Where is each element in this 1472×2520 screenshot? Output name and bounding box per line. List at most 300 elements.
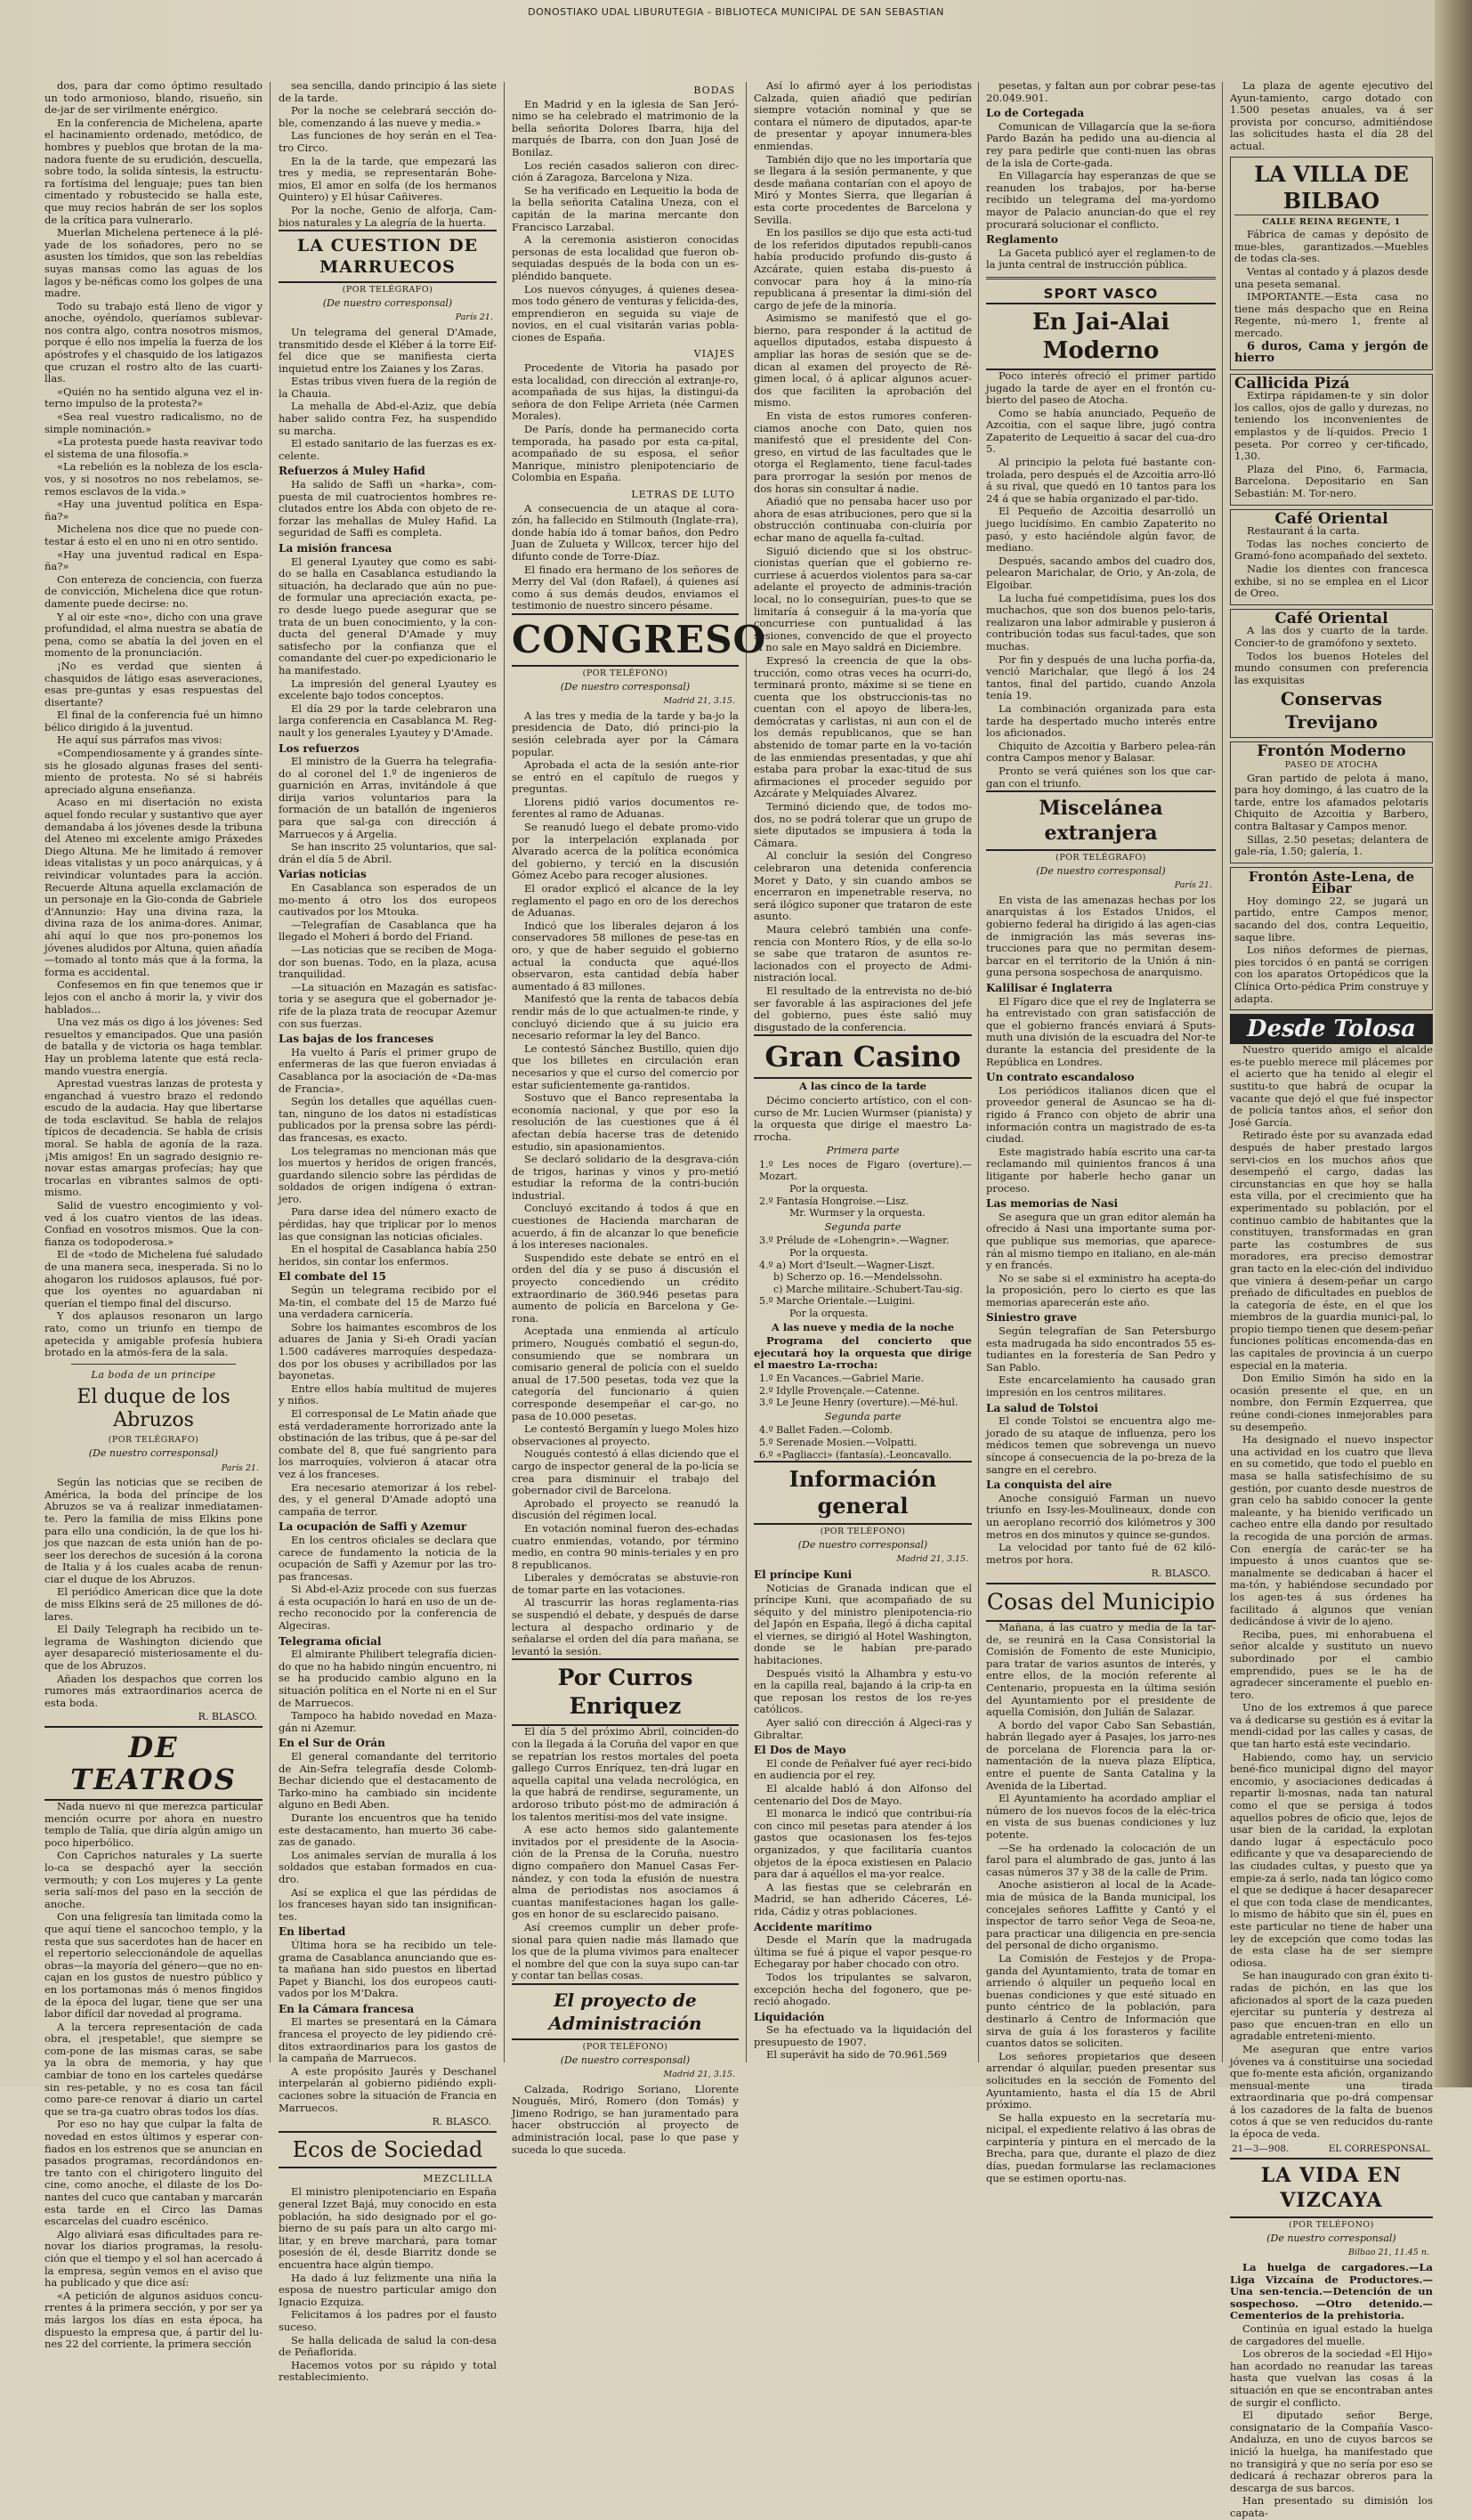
ad-address: PASEO DE ATOCHA bbox=[1284, 759, 1379, 770]
paragraph: —La situación en Mazagán es satisfac-toria y se asegura que el gobernador je-rife de la plaza trata de reocupar Azemur con sus fuerzas. bbox=[279, 980, 497, 1030]
section-headline-jai-alai: En Jai-Alai Moderno bbox=[986, 303, 1216, 370]
paragraph: El día 29 por la tarde celebraron una larga conferencia en Casablanca M. Reg-nault y los generales Lyautey y D'Amade. bbox=[279, 701, 497, 739]
subheading: Refuerzos á Muley Hafid bbox=[279, 465, 425, 478]
paragraph: Y al oir este «no», dicho con una grave profundidad, el alma nuestra se abatía de pena, como se abatía la del joven en el momento de la pronunciación. bbox=[44, 610, 263, 660]
ad-title: Conservas Trevijano bbox=[1280, 688, 1383, 733]
paragraph: Se declaró solidario de la desgrava-ción de trigos, harinas y vinos y pro-metió estudiar la reforma de la contri-bución industrial. bbox=[512, 1153, 739, 1202]
paragraph: Por la noche se celebrará sección do-ble, comenzando á las nueve y media.» bbox=[279, 104, 497, 129]
paragraph: A la tercera representación de cada obra, el ¡respetable!, que siempre se com-pone de las mismas caras, se sabe ya la obra de memoria, y hay que cambiar de tono en los carteles quedárse sin res-petable, y no es cosa tan fácil como pare-ce renovar á diario un cartel que se tra-ga cuatro obras todos los días. bbox=[44, 2020, 263, 2118]
byline: (POR TELÉGRAFO) bbox=[1055, 853, 1146, 863]
paragraph: «Hay una juventud radical en Espa-ña?» bbox=[44, 547, 263, 573]
advertisement-callicida bbox=[1230, 374, 1433, 506]
paragraph: Según un telegrama recibido por el Ma-tin, el combate del 15 de Marzo fué una verdadera carnicería. bbox=[279, 1284, 497, 1321]
paragraph: Poco interés ofreció el primer partido jugado la tarde de ayer en el frontón cu-bierto del paseo de Atocha. bbox=[986, 369, 1216, 407]
paragraph: Salid de vuestro encogimiento y vol-ved á los cuatro vientos de las ideas. Confiad en vosotros mismos. Que la con-fianza os todopoderosa.» bbox=[44, 1199, 263, 1248]
paragraph: El almirante Philibert telegrafía dicien-do que no ha habido ningún encuentro, ni se ha producido cambio alguno en la situación política en el Norte ni en el Sur de Marruecos. bbox=[279, 1648, 497, 1709]
program-item-note: Por la orquesta. bbox=[789, 1183, 869, 1195]
paragraph: Indicó que los liberales dejaron á los conservadores 58 millones de pese-tas en oro, y que de haber seguido el gobierno actual la conducta que aqué-llos observaron, esta cantidad debía haber aumentado á 83 millones. bbox=[512, 919, 739, 993]
paragraph: «Sea real vuestro radicalismo, no de simple nominación.» bbox=[44, 410, 263, 435]
paragraph: Algo aliviará esas dificultades para re-novar los diarios programas, la resolu-ción que el tiempo y el sol han acercado á la empresa, según vemos en el aviso que ha publicado y que dice así: bbox=[44, 2227, 263, 2289]
dateline: París 21. bbox=[455, 312, 493, 323]
dateline: Madrid 21, 3.15. bbox=[896, 1554, 968, 1565]
paragraph: En el hospital de Casablanca había 250 heridos, sin contar los enfermos. bbox=[279, 1243, 497, 1268]
paragraph: A las tres y media de la tarde y ba-jo la presidencia de Dato, dió princi-pio la sesión celebrada ayer por la Cámara popular. bbox=[512, 709, 739, 758]
paragraph: El Ayuntamiento ha acordado ampliar el número de los nuevos focos de la eléc-trica en vista de sus buenas condiciones y luz potente. bbox=[986, 1792, 1216, 1842]
byline-corresponsal: (De nuestro corresponsal) bbox=[560, 2054, 691, 2066]
paragraph: Aprobado el proyecto se reanudó la discusión del régimen local. bbox=[512, 1496, 739, 1522]
paragraph: Sostuvo que el Banco representaba la economía nacional, y que por eso la resolución de las cuestiones que á él afectan debía hacerse tras de detenido estudio, sin apasionamientos. bbox=[512, 1091, 739, 1153]
program-item-note: Por la orquesta. bbox=[789, 1308, 869, 1319]
signature: EL CORRESPONSAL. bbox=[1328, 2143, 1431, 2154]
paragraph: Después visitó la Alhambra y estu-vo en la capilla real, bajando á la crip-ta en que reposan los restos de los re-yes católicos. bbox=[754, 1666, 972, 1716]
paragraph: Suspendido este debate se entró en el orden del día y se puso á discusión el proyecto concediendo un crédito extraordinario de 360.946 pesetas para aumento de policía en Barcelona y Ge-rona. bbox=[512, 1251, 739, 1325]
subsection-label: VIAJES bbox=[693, 348, 735, 361]
paragraph: Terminó diciendo que, de todos mo-dos, no se podrá tolerar que un grupo de siete diputados se impusiera á toda la Cámara. bbox=[754, 800, 972, 849]
paragraph: Con una feligresía tan limitada como la que aquí tiene el sancochoo templo, y la resta que sus sacerdotes han de hacer en el repertorio seleccionándole de aquellas obras—la mayoría del género—que no en-cajan en los gustos de nuestro público y en los portamonas más ó menos fingidos de la época del lugar, tiene que ser una labor difícil dar novedad al programa. bbox=[44, 1910, 263, 2021]
byline-corresponsal: (De nuestro corresponsal) bbox=[797, 1538, 928, 1551]
section-headline-vizcaya: LA VIDA EN VIZCAYA bbox=[1230, 2158, 1433, 2218]
paragraph: En Casablanca son esperados de un mo-mento á otro los dos europeos cautivados por los Mtouka. bbox=[279, 881, 497, 919]
paragraph: En la conferencia de Michelena, aparte el hacinamiento ordenado, metódico, de hombres y pueblos que brotan de la ma-nadora fuente de su erudición, descuella, sobre todo, la solida síntesis, la estructu-ra fortísima del lenguaje; pues tan bien cimentado y robustecido se halla este, que muy recios habrán de ser los soplos de la crítica para vulnerarlo. bbox=[44, 116, 263, 226]
paragraph: Si Abd-el-Aziz procede con sus fuerzas á esta ocupación lo hará en uso de un de-recho reconocido por la conferencia de Algeciras. bbox=[279, 1583, 497, 1633]
paragraph: El estado sanitario de las fuerzas es ex-celente. bbox=[279, 437, 497, 462]
paragraph: Por fin y después de una lucha porfia-da, venció Marichalar, que llegó á los 24 tantos, final del partido, cuando Anzola tenía 19. bbox=[986, 652, 1216, 702]
paragraph: En Madrid y en la iglesia de San Jeró-nimo se ha celebrado el matrimonio de la bella señorita Dolores Ibarra, hija del marqués de Ibarra, con don Juan José de Bonilaz. bbox=[512, 97, 739, 158]
paragraph: «Quién no ha sentido alguna vez el in-terno impulso de la protesta?» bbox=[44, 385, 263, 410]
subheading: En libertad bbox=[279, 1925, 346, 1939]
paragraph: «La protesta puede hasta reavivar todo el sistema de una filosofía.» bbox=[44, 435, 263, 460]
paragraph: El ministro de la Guerra ha telegrafia-do al coronel del 1.º de ingenieros de guarnición en Arras, invitándole á que dirija varios voluntarios para la formación de un batallón de ingenieros para que sal-ga con dirección á Marruecos y á Argelia. bbox=[279, 755, 497, 840]
column-5 bbox=[986, 79, 1216, 2184]
paragraph: Ha vuelto á París el primer grupo de enfermeras de las que fueron enviadas á Casablanca por la asociación de «Da-mas de Francia». bbox=[279, 1045, 497, 1095]
section-headline-informacion: Información general bbox=[754, 1461, 972, 1525]
program-item: 1.º Les noces de Figaro (overture).—Mozart. bbox=[759, 1158, 972, 1183]
paragraph: Añadió que no pensaba hacer uso por ahora de esas atribuciones, pero que si la obstrucción continuaba con-cluiría por echar mano de aquella fa-cultad. bbox=[754, 495, 972, 544]
ad-address: CALLE REINA REGENTE, 1 bbox=[1262, 216, 1401, 227]
paragraph: sea sencilla, dando principio á las siete de la tarde. bbox=[279, 79, 497, 104]
paragraph: Noticias de Granada indican que el príncipe Kuni, que acompañado de su séquito y del ministro plenipotencia-rio del Japón en España, llegó á dicha capital el viernes, se dirigió al Hotel Washington, donde se le habían pre-parado habitaciones. bbox=[754, 1581, 972, 1667]
paragraph: El final de la conferencia fué un himno bélico dirigido á la juventud. bbox=[44, 709, 263, 733]
paragraph: Se han inaugurado con gran éxito ti-radas de pichón, en las que los aficionados al sport de la caza pueden ejercitar su puntería y destreza al paso que encuen-tran en ello un agradable entreteni-miento. bbox=[1230, 1969, 1433, 2043]
paragraph: Una vez más os digo á los jóvenes: Sed resueltos y emancipados. Que una pasión de batalla y de victoria os haga temblar. Hay un problema latente que está recla-mando vuestra energía. bbox=[44, 1016, 263, 1077]
subheading: En la Cámara francesa bbox=[279, 2002, 415, 2015]
program-item: 1.º En Vacances.—Gabriel Marie. bbox=[759, 1372, 925, 1384]
subheading: Varias noticias bbox=[279, 868, 367, 881]
program-item: c) Marche militaire.-Schubert-Tau-sig. bbox=[773, 1283, 963, 1295]
subsection-label: LETRAS DE LUTO bbox=[631, 489, 735, 500]
paragraph: La Comisión de Festejos y de Propa-ganda del Ayuntamiento, trata de tomar en arriendo ó alquiler un pequeño local en buenas condiciones y que esté situado en punto céntrico de la población, para destinarlo á Centro de Información que sirva de guía á los forasteros y facilite cuantos datos se soliciten. bbox=[986, 1951, 1216, 2050]
paragraph: «Compendiosamente y á grandes sínte-sis he glosado algunas frases del senti-miento de protesta. No sé si habréis apreciado alguna enseñanza. bbox=[44, 747, 263, 796]
paragraph: Le contestó Sánchez Bustillo, quien dijo que los billetes en circulación eran necesarios y que el curso del comercio por estar suficientemente ga-rantidos. bbox=[512, 1041, 739, 1091]
paragraph: El de «todo de Michelena fué saludado de una manera seca, inesperada. Si no lo ahogaron los ruidosos aplausos, fué por-que los oyentes no aguardaban ni querían el tiempo final del discurso. bbox=[44, 1248, 263, 1309]
paragraph: Al concluir la sesión del Congreso celebraron una detenida conferencia Moret y Dato, y sin cuando ambos se encerraron en impenetrable reserva, no será ilógico suponer que trataron de este asunto. bbox=[754, 849, 972, 923]
dateline: Madrid 21, 3.15. bbox=[663, 2070, 735, 2080]
paragraph: La impresión del general Lyautey es excelente bajo todos conceptos. bbox=[279, 677, 497, 702]
signature-row bbox=[1232, 2143, 1431, 2156]
signature: R. BLASCO. bbox=[432, 2116, 491, 2128]
paragraph: Tampoco ha habido novedad en Maza-gán ni Azemur. bbox=[279, 1709, 497, 1734]
paragraph: Sillas, 2.50 pesetas; delantera de gale-ría, 1.50; galería, 1. bbox=[1234, 832, 1428, 858]
paragraph: Según telegrafían de San Petersburgo esta madrugada ha sido encontrados 55 es-tudiantes en la forestería de San Pedro y San Pablo. bbox=[986, 1325, 1216, 1373]
paragraph: 6 duros, Cama y jergón de hierro bbox=[1234, 339, 1428, 366]
paragraph: En los pasillos se dijo que esta acti-tud de los referidos diputados republi-canos había producido profundo dis-gusto á Azcárate, quien estaba dis-puesto á convocar para hoy á la mino-ría republicana á presentar la dimi-sión del cargo de jefe de la minoría. bbox=[754, 226, 972, 312]
paragraph: Nougués contestó á ellas diciendo que el cargo de inspector general de la po-licía se crea para disminuir el trabajo del gobernador civil de Barcelona. bbox=[512, 1447, 739, 1497]
subheading: El príncipe Kuni bbox=[754, 1568, 853, 1581]
paragraph: En Villagarcía hay esperanzas de que se reanuden los trabajos, por ha-berse recibido un telegrama del ma-yordomo mayor de Palacio anuncian-do que el rey procurará solucionar el conflicto. bbox=[986, 169, 1216, 231]
paragraph: Este encarcelamiento ha causado gran impresión en los centros militares. bbox=[986, 1373, 1216, 1399]
column-3 bbox=[512, 80, 767, 2156]
paragraph: El finado era hermano de los señores de Merry del Val (don Rafael), á quienes así como á sus demás deudos, enviamos el testimonio de nuestro sincero pésame. bbox=[512, 563, 739, 612]
paragraph: Así lo afirmó ayer á los periodistas Calzada, quien añadió que pedirían siempre votación nominal y que se contara el número de diputados, apar-te de presentar y apoyar innumera-bles enmiendas. bbox=[754, 79, 972, 152]
program-item-note: Mr. Wurmser y la orquesta. bbox=[789, 1207, 926, 1219]
paragraph: Sobre los haimantes escombros de los aduares de Jania y Si-eh Oradi yacían 1.500 cadáveres marroquíes despedaza-dos por los obuses y acribillados por las bayonetas. bbox=[279, 1320, 497, 1382]
paragraph: Continúa en igual estado la huelga de cargadores del muelle. bbox=[1230, 2322, 1433, 2347]
paragraph: Todos los tripulantes se salvaron, excepción hecha del fogonero, que pe-reció ahogado. bbox=[754, 1970, 972, 2008]
paragraph: Los periódicos italianos dicen que el proveedor general de Asuncao se ha di-rigido á Franco con objeto de abrir una información contra un magistrado de es-ta ciudad. bbox=[986, 1083, 1216, 1146]
program-item-note: Por la orquesta. bbox=[789, 1247, 869, 1260]
paragraph: «La rebelión es la nobleza de los escla-vos, y si nosotros no nos rebelamos, se-remos esclavos de la vida.» bbox=[44, 460, 263, 498]
paragraph: Las funciones de hoy serán en el Tea-tro Circo. bbox=[279, 129, 497, 154]
paragraph: Añaden los despachos que corren los rumores más extraordinarios acerca de esta boda. bbox=[44, 1672, 263, 1709]
column-2 bbox=[279, 79, 497, 2384]
paragraph: Han presentado su dimisión los capata- bbox=[1230, 2494, 1433, 2519]
column-1 bbox=[44, 79, 263, 2351]
paragraph: Aprobada el acta de la sesión ante-rior se entró en el capítulo de ruegos y preguntas. bbox=[512, 758, 739, 796]
subheading: En el Sur de Orán bbox=[279, 1737, 385, 1750]
program-part-label: Segunda parte bbox=[824, 1219, 902, 1233]
paragraph: Por eso no hay que culpar la falta de novedad en estos últimos y esperar con-fiados en los estrenos que se anuncian en pasados programas, recordándonos en-tre tanto con el chirigotero linguito del cine, como anoche, el dilaste de los Do-nantes del cuco que cantaban y marcarán esta tarde en el Circo las Damas escarcelas del cuadro escénico. bbox=[44, 2118, 263, 2228]
paragraph: Última hora se ha recibido un tele-grama de Casablanca anunciando que es-ta mañana han sido puestos en libertad Papet y Bianchi, los dos europeos cauti-vados por los M'Dakra. bbox=[279, 1938, 497, 2000]
paragraph: El general comandante del territorio de Ain-Sefra telegrafía desde Colomb-Bechar diciendo que el destacamento de Tarko-mino ha cambiado sin incidente alguno en Bedi Aben. bbox=[279, 1750, 497, 1811]
paragraph: Aceptada una enmienda al artículo primero, Nougués combatió el segun-do, consumiendo que se nombrara un comisario general de policía con el sueldo anual de 17.500 pesetas, toda vez que la categoría del funcionario á quien corresponde desempeñar el car-go, no pasa de 10.000 pesetas. bbox=[512, 1325, 739, 1422]
paragraph: El martes se presentará en la Cámara francesa el proyecto de ley pidiendo cré-ditos extraordinarios para los gastos de la campaña de Marruecos. bbox=[279, 2015, 497, 2065]
paragraph: Se han inscrito 25 voluntarios, que sal-drán el día 5 de Abril. bbox=[279, 840, 497, 865]
paragraph: Ayer salió con dirección á Algeci-ras y Gibraltar. bbox=[754, 1716, 972, 1741]
paragraph: Concluyó excitando á todos á que en cuestiones de Hacienda marcharan de acuerdo, á fin de alcanzar lo que beneficie á los intereses nacionales. bbox=[512, 1202, 739, 1252]
paragraph: El Pequeño de Azcoitia desarrolló un juego lucidísimo. En cambio Zapaterito no pasó, y esto haciéndole algún favor, de mediano. bbox=[986, 505, 1216, 555]
paragraph: Desde el Marín que la madrugada última se fué á pique el vapor pesque-ro Echegaray por haber chocado con otro. bbox=[754, 1933, 972, 1971]
paragraph: Felicitamos á los padres por el fausto suceso. bbox=[279, 2308, 497, 2333]
paragraph: Los obreros de la sociedad «El Hijo» han acordado no reanudar las tareas hasta que vuelvan las cosas á la situación en que se encontraban antes de surgir el conflicto. bbox=[1230, 2347, 1433, 2409]
paragraph: Al principio la pelota fué bastante con-trolada, pero después el de Azcoitia arro-lló á su rival, que quedó en 10 tantos para los 24 á que se había organizado el par-tido. bbox=[986, 456, 1216, 505]
paragraph: Fábrica de camas y depósito de mue-bles, garantizados.—Muebles de todas cla-ses. bbox=[1234, 228, 1428, 265]
paragraph: Anoche asistieron al local de la Acade-mia de música de la Banda municipal, los concejales señores Laffitte y Cantó y el inspector de tarro señor Vega de Seoa-ne, para practicar una diligencia en pre-sencia del personal de dicho organismo. bbox=[986, 1878, 1216, 1952]
paragraph: También dijo que no les importaría que se llegara á la sesión permanente, y que desde mañana contarían con el apoyo de Miró y Montes Sierra, que llegarían á esta corte procedentes de Barcelona y Sevilla. bbox=[754, 152, 972, 226]
subheading: El Dos de Mayo bbox=[754, 1744, 846, 1757]
column-6 bbox=[1230, 79, 1433, 2519]
paragraph: Los niños deformes de piernas, pies torcidos ó en pantá se corrigen con los aparatos Ortopédicos que la Clínica Orto-pédica Prim construye y adapta. bbox=[1234, 944, 1428, 1005]
divider bbox=[986, 277, 1216, 280]
paragraph: El superávit ha sido de 70.961.569 bbox=[766, 2048, 948, 2062]
paragraph: Acaso en mi disertación no exista aquel fondo recular y sustantivo que ayer demandaba á los jóvenes desde la tribuna del Ateneo mi excelente amigo Práxedes Diego Altuna. Me he limitado á remover ideas vitalistas y un poco anárquicas, y á reivindicar voluntades para la acción. Recuerde Altuna aquella exclamación de un personaje en la Gio-conda de Gabriele d'Annunzio: Hay una divina raza, la divina raza de los anima-dores. Animar, ahí aquí lo que nos pro-ponemos los jóvenes aludidos por Altuna, quien añadía—tomado al tonto más que á la forma, la forma es accidental. bbox=[44, 796, 263, 978]
paragraph: Según las noticias que se reciben de América, la boda del príncipe de los Abruzos se va á realizar inmediatamen-te. Pero la familia de miss Elkins pone para ello una condición, la de que los hi-jos que nazcan de esta unión han de po-seer los derechos de sucesión á la corona de Italia y á los cuales acaba de renun-ciar el duque de los Abruzos. bbox=[44, 1476, 263, 1585]
subheading: La conquista del aire bbox=[986, 1479, 1112, 1492]
paragraph: La Gaceta publicó ayer el reglamen-to de la junta central de instrucción pública. bbox=[986, 246, 1216, 271]
subheading: El combate del 15 bbox=[279, 1270, 386, 1284]
paragraph: Los telegramas no mencionan más que los muertos y heridos de origen francés, guardando silencio sobre las pérdidas de soldados de origen indígena ó extran-jero. bbox=[279, 1144, 497, 1205]
paragraph: El general Lyautey que como es sabi-do se halla en Casablanca estudiando la situación, ha declarado que aún no pue-de formular una apreciación exacta, pe-ro desde luego puede asegurar que se trata de un buen conocimiento, y la con-ducta del general D'Amade y muy satisfecho por la confianza que el comandante del cuer-po expedicionario le ha manifestado. bbox=[279, 555, 497, 677]
paragraph: Así creemos cumplir un deber profe-sional para quien nadie más llamado que los que de la pluma vivimos para enaltecer el nombre del que con la suya supo can-tar y contar tan bellas cosas. bbox=[512, 1920, 739, 1982]
paragraph: En vista de estos rumores conferen-ciamos anoche con Dato, quien nos manifestó que el presidente del Con-greso, en virtud de las facultades que le otorga el Reglamento, tiene facul-tades para prorrogar la sesión por menos de dos horas sin consultar á nadie. bbox=[754, 409, 972, 495]
paragraph: Reciba, pues, mi enhorabuena el señor alcalde y sustituto un nuevo subordinado por el cambio emprendido, pues se le ha de agradecer sinceramente el pueblo en-tero. bbox=[1230, 1627, 1433, 1701]
paragraph: Liberales y demócratas se abstuvie-ron de tomar parte en las votaciones. bbox=[512, 1571, 739, 1596]
paragraph: Décimo concierto artístico, con el con-curso de Mr. Lucien Wurmser (pianista) y la orquesta que dirige el maestro La-rrocha. bbox=[754, 1093, 972, 1143]
paragraph: Los señores propietarios que deseen arrendar ó alquilar, pueden presentar sus solicitudes en la sección de Fomento del Ayuntamiento, hasta el día 15 de Abril próximo. bbox=[986, 2049, 1216, 2111]
paragraph: Hoy domingo 22, se jugará un partido, entre Campos menor, sacando del dos, contra Lequeitio, saque libre. bbox=[1234, 894, 1428, 944]
paragraph: A la ceremonia asistieron conocidas personas de esta localidad que fueron ob-sequiadas después de la boda con un es-pléndido banquete. bbox=[512, 233, 739, 282]
paragraph: Uno de los extremos á que parece va á dedicarse su gestión es á evitar la mendi-cidad por las calles y casas, de que tan harto está este vecindario. bbox=[1230, 1701, 1433, 1751]
column-rule bbox=[1222, 82, 1223, 2062]
section-headline-municipio: Cosas del Municipio bbox=[986, 1583, 1216, 1622]
signature: R. BLASCO. bbox=[1151, 1568, 1210, 1580]
section-headline-miscelanea: Miscelánea extranjera bbox=[986, 790, 1216, 851]
paragraph: A las fiestas que se celebrarán en Madrid, se han adherido Cáceres, Lé-rida, Cádiz y otras poblaciones. bbox=[754, 1880, 972, 1917]
paragraph: Se ha efectuado va la liquidación del presupuesto de 1907. bbox=[754, 2023, 972, 2048]
paragraph: Nada nuevo ni que merezca particular mención ocurre por ahora en nuestro templo de Talía, que diría algún amigo un poco hiperbólico. bbox=[44, 1800, 263, 1849]
paragraph: El Fígaro dice que el rey de Inglaterra se ha entrevistado con gran satisfacción de que el gobierno francés enviará á Sputs-muth una división de la escuadra del Nor-te durante la estancia del presidente de la República en Londres. bbox=[986, 994, 1216, 1068]
paragraph: Ventas al contado y á plazos desde una peseta semanal. bbox=[1234, 264, 1428, 290]
column-4 bbox=[754, 80, 972, 2074]
paragraph: Don Emilio Simón ha sido en la ocasión presente el que, en un nombre, don Fermín Ezquerrea, que reúne condi-ciones inmejorables para su desempeño. bbox=[1230, 1372, 1433, 1433]
paragraph: Llorens pidió varios documentos re-ferentes al ramo de Aduanas. bbox=[512, 795, 739, 821]
advertisement-cafe-oriental bbox=[1230, 509, 1433, 605]
section-headline-ecos: Ecos de Sociedad bbox=[279, 2131, 497, 2168]
paragraph: Chiquito de Azcoitia y Barbero pelea-rán contra Campos menor y Balasar. bbox=[986, 739, 1216, 765]
paragraph: Manifestó que la renta de tabacos debía rendir más de lo que actualmen-te rinde, y concluyó diciendo que á su juicio era necesario reformar la ley del Banco. bbox=[512, 993, 739, 1042]
paragraph: El monarca le indicó que contribui-ría con cinco mil pesetas para atender á los gastos que ocasionasen los fes-tejos organizados, y que facilitaría cuantos objetos de la época existiesen en Palacio para dar á aquéllos el ma-yor realce. bbox=[754, 1807, 972, 1881]
column-rule bbox=[978, 82, 979, 2062]
paragraph: El resultado de la entrevista no de-bió ser favorable á las aspiraciones del jefe del gobierno, pues éste salió muy disgustado de la conferencia. bbox=[754, 984, 972, 1033]
ad-title: LA VILLA DE BILBAO bbox=[1234, 161, 1428, 215]
subheading: Accidente marítimo bbox=[754, 1920, 872, 1933]
paragraph: El conde de Peñalver fué ayer reci-bido en audiencia por el rey. bbox=[754, 1756, 972, 1782]
subheading: Las memorias de Nasi bbox=[986, 1197, 1119, 1211]
library-header: DONOSTIAKO UDAL LIBURUTEGIA - BIBLIOTECA MUNICIPAL DE SAN SEBASTIAN bbox=[528, 6, 944, 18]
paragraph: El Daily Telegraph ha recibido un te-legrama de Washington diciendo que ayer desapareció misteriosamente el du-que de los Abruzos. bbox=[44, 1623, 263, 1673]
byline: (POR TELÉFONO) bbox=[820, 1527, 906, 1537]
byline-corresponsal: (De nuestro corresponsal) bbox=[560, 680, 691, 693]
paragraph: A este propósito Jaurés y Deschanel interpelarán al gobierno pidiéndo expli-caciones sobre la situación de Francia en Marruecos. bbox=[279, 2064, 497, 2114]
paragraph: «A petición de algunos asiduos concu-rrentes á la primera sección, y por ser ya más largos los días en esta época, ha dispuesto la empresa que, á partir del lu-nes 22 del corriente, la primera sección bbox=[44, 2289, 263, 2351]
paragraph: Ha dado á luz felizmente una niña la esposa de nuestro particular amigo don Ignacio Ezquiza. bbox=[279, 2271, 497, 2308]
paragraph: Ha salido de Saffi un «harka», com-puesta de mil cuatrocientos hombres re-clutados entre los Abda con objeto de re-forzar las mehallas de Muley Hafid. La seguridad de Saffi es completa. bbox=[279, 478, 497, 539]
paragraph: Confesemos en fin que tenemos que ir lejos con el ancho á morir la, y vivir dos hablados... bbox=[44, 978, 263, 1016]
subheading: Un contrato escandaloso bbox=[986, 1071, 1135, 1084]
divider bbox=[71, 1364, 236, 1365]
subheading: A las cinco de la tarde bbox=[799, 1080, 926, 1093]
program-part-label: Primera parte bbox=[826, 1144, 900, 1157]
program-item: 4.º a) Mort d'Iseult.—Wagner-Liszt. bbox=[759, 1259, 935, 1271]
paragraph: ¡No es verdad que sienten á chasquidos de látigo esas aseveraciones, esas pre-guntas y esas respuestas del disertante? bbox=[44, 659, 263, 709]
paragraph: Se halla expuesto en la secretaría mu-nicipal, el expediente relativo á las obras de carpintería y pintura en el mercado de la Brecha, para que, durante el plazo de diez días, puedan formularse las reclamaciones que se estimen oportu-nas. bbox=[986, 2111, 1216, 2184]
summary: La huelga de cargadores.—La Liga Vizcaína de Productores.—Una sen-tencia.—Detención de un sospechoso. —Otro detenido.—Cementerios de la prehistoria. bbox=[1230, 2261, 1433, 2322]
paragraph: Extirpa rápidamen-te y sin dolor los callos, ojos de gallo y durezas, no teniendo los inconvenientes de emplastos y de lí-quidos. Precio 1 peseta. Por correo y cer-tificado, 1,30. bbox=[1234, 389, 1428, 463]
advertisement-cafe-oriental-2 bbox=[1230, 609, 1433, 739]
paragraph: Le contestó Bergamín y luego Moles hizo observaciones al proyecto. bbox=[512, 1422, 739, 1447]
paragraph: pesetas, y faltan aun por cobrar pese-tas 20.049.901. bbox=[986, 79, 1216, 104]
paragraph: En los centros oficiales se declara que carece de fundamento la noticia de la ocupación de Saffi y Azemur por las tro-pas francesas. bbox=[279, 1533, 497, 1583]
paragraph: Asimismo se manifestó que el go-bierno, para responder á la actitud de aquellos diputados, estaba dispuesto á ampliar las horas de sesión que se de-dican al examen del proyecto de Ré-gimen local, ó á aplicar algunos acuer-dos que faciliten la aprobación del mismo. bbox=[754, 312, 972, 409]
paragraph: El conde Tolstoi se encuentra algo me-jorado de su ataque de influenza, pero los médicos temen que sobrevenga un nuevo síncope á consecuencia de la po-breza de la sangre en el cerebro. bbox=[986, 1414, 1216, 1476]
paragraph: Comunican de Villagarcía que la se-ñora Pardo Bazán ha pedido una au-diencia al rey para pedirle que conti-nuen las obras de la isla de Corte-gada. bbox=[986, 119, 1216, 169]
subheading: Lo de Cortegada bbox=[986, 107, 1085, 120]
subheading: Telegrama oficial bbox=[279, 1634, 382, 1648]
section-headline-congreso: CONGRESO bbox=[512, 613, 739, 667]
program-item: b) Scherzo op. 16.—Mendelssohn. bbox=[773, 1271, 942, 1284]
paragraph: La lucha fué competidísima, pues los dos muchachos, que son dos buenos pelo-taris, realizaron una labor admirable y pusieron á contribución todas sus facul-tades, que son muchas. bbox=[986, 591, 1216, 652]
paragraph: Los nuevos cónyuges, á quienes desea-mos todo género de venturas y felicida-des, emprendieron en seguida su viaje de novios, en el cual visitarán varias pobla-ciones de España. bbox=[512, 282, 739, 344]
paragraph: Al trascurrir las horas reglamenta-rias se suspendió el debate, y después de darse lectura al despacho ordinario y de señalarse el orden del día para mañana, se levantó la sesión. bbox=[512, 1596, 739, 1657]
paragraph: Gran partido de pelota á mano, para hoy domingo, á las cuatro de la tarde, entre los afamados pelotaris Chiquito de Azcoitia y Barbero, contra Baltasar y Campos menor. bbox=[1234, 771, 1428, 832]
paragraph: Pronto se verá quiénes son los que car-gan con el triunfo. bbox=[986, 764, 1216, 790]
paragraph: «Hay una juventud política en Espa-ña?» bbox=[44, 498, 263, 523]
paragraph: El día 5 del próximo Abril, coinciden-do con la llegada á la Coruña del vapor en que se repatrían los restos mortales del poeta gallego Curros Enríquez, ten-drá lugar en aquella capital una velada necrológica, en la que habrá de rendirse, seguramente, un ardoroso tributo póst-mo de admiración á los talentos meritísi-mos del vate insigne. bbox=[512, 1725, 739, 1823]
advertisement-bilbao bbox=[1230, 157, 1433, 370]
dateline: Bilbao 21, 11.45 n. bbox=[1347, 2248, 1429, 2258]
paragraph: Retirado éste por su avanzada edad después de haber prestado largos servi-cios en los muchos años que desempeñó el cargo, dadas las circunstancias en que hoy se halla esta villa, por el crecimiento que ha experimentado su población, por el continuo cambio de habitantes que la constituyen, transformadas en gran parte las costumbres de sus moradores, era preciso demostrar gran tacto en la elec-ción del individuo que viniera á desem-peñar un cargo preñado de dificultades en pueblos de la categoría de éste, en el que los miembros de la guardia munici-pal, lo propio tiempo tienen que desem-peñar funciones políticas encomenda-das en las capitales de provincia á un cuerpo especial en la materia. bbox=[1230, 1129, 1433, 1372]
paragraph: —Se ha ordenado la colocación de un farol para el alumbrado de gas, junto á las casas números 37 y 38 de la calle de Prim. bbox=[986, 1841, 1216, 1878]
byline-corresponsal: (De nuestro corresponsal) bbox=[1266, 2232, 1396, 2244]
paragraph: Restaurant á la carta. bbox=[1247, 524, 1360, 538]
section-headline-teatros: DE TEATROS bbox=[44, 1726, 263, 1801]
paragraph: Todos los buenos Hoteles del mundo consumen con preferencia las exquisitas bbox=[1234, 649, 1428, 686]
paragraph: El periódico American dice que la dote de miss Elkins será de 25 millones de dó-lares. bbox=[44, 1585, 263, 1623]
paragraph: Todo su trabajo está lleno de vigor y anoche, oyéndolo, queríamos sublevar-nos contra algo, contra nosotros mismos, porque é ello nos impelía la fuerza de los apóstrofes y el chasquido de los latigazos que cruzan el rostro alto de las cuarti-llas. bbox=[44, 299, 263, 385]
ad-title: Café Oriental bbox=[1274, 509, 1388, 528]
byline: (POR TELÉFONO) bbox=[582, 2041, 668, 2052]
subsection-label: BODAS bbox=[693, 85, 735, 96]
ad-title: Callicida Pizá bbox=[1234, 374, 1350, 393]
advertisement-fronton-eibar bbox=[1230, 867, 1433, 1011]
paragraph: Estas tribus viven fuera de la región de la Chauia. bbox=[279, 375, 497, 400]
dateline: París 21. bbox=[221, 1463, 259, 1473]
paragraph: Siguió diciendo que si los obstruc-cionistas querían que el gobierno re-curriese á acuerdos violentos para sa-car adelante el proyecto de adminis-tración local, no lo conseguirían, pues-to que se limitaría á conseguir á la ma-yoría que concurriese con puntualidad á las sesiones, convencido de que el proyecto sí no sale en Mayo saldrá en Diciembre. bbox=[754, 544, 972, 654]
paragraph: Se asegura que un gran editor alemán ha ofrecido á Nasi una importante suma por-que publique sus memorias, que aparece-rán al mismo tiempo en italiano, en ale-mán y en francés. bbox=[986, 1210, 1216, 1272]
paragraph: El corresponsal de Le Matin añade que está verdaderamente horrorizado ante la obstinación de las tribus, que á pe-sar del combate del 8, que fué sangriento para los marroquíes, volvieron á atacar otra vez á los franceses. bbox=[279, 1406, 497, 1480]
paragraph: Procedente de Vitoria ha pasado por esta localidad, con dirección al extranje-ro, acompañada de sus hijas, la distingui-da señora de don Felipe Arrieta (née Carmen Morales). bbox=[512, 361, 739, 423]
subheading: Los refuerzos bbox=[279, 741, 360, 755]
signature: R. BLASCO. bbox=[198, 1711, 257, 1723]
paragraph: A ese acto hemos sido galantemente invitados por el presidente de la Asocia-ción de la Prensa de la Coruña, nuestro digno compañero don Manuel Casas Fer-nández, y con toda la efusión de nuestra alma de periodistas nos asociamos á cuantas manifestaciones hagan los galle-gos en honor de su esclarecido paisano. bbox=[512, 1823, 739, 1921]
subheading: Reglamento bbox=[986, 233, 1058, 247]
paragraph: Calzada, Rodrigo Soriano, Llorente Nougués, Miró, Romero (don Tomás) y Jimeno Rodrigo, se han juramentado para hacer obstrucción al proyecto de administración local, pase lo que pase y suceda lo que suceda. bbox=[512, 2082, 739, 2156]
subheading: Liquidación bbox=[754, 2010, 825, 2023]
paragraph: La mehalla de Abd-el-Aziz, que debía haber salido contra Fez, ha suspendido su marcha. bbox=[279, 400, 497, 437]
paragraph: En votación nominal fueron des-echadas cuatro enmiendas, votando, por término medio, en contra 90 minis-teriales y en pro 8 republicanos. bbox=[512, 1521, 739, 1571]
paragraph: Durante los encuentros que ha tenido este destacamento, han muerto 36 cabe-zas de ganado. bbox=[279, 1811, 497, 1849]
paragraph: No se sabe si el exministro ha acepta-do la proposición, pero lo cierto es que las memorias aparecerán este año. bbox=[986, 1271, 1216, 1309]
dateline: 21—3—908. bbox=[1232, 2143, 1290, 2154]
column-rule bbox=[270, 82, 271, 2062]
paragraph: El orador explicó el alcance de la ley reglamento el pago en oro de los derechos de Aduanas. bbox=[512, 882, 739, 920]
program-item: 3.º Le Jeune Henry (overture).—Mé-hul. bbox=[759, 1397, 958, 1409]
paragraph: En la de la tarde, que empezará las tres y media, se representarán Bohe-mios, El amor en solfa (de los hermanos Quintero) y El húsar Cañiveres. bbox=[279, 154, 497, 204]
paragraph: dos, para dar como óptimo resultado un todo armonioso, blando, risueño, sin de-jar de ser virilmente enérgico. bbox=[44, 79, 263, 117]
section-headline-curros: Por Curros Enriquez bbox=[512, 1658, 739, 1726]
program-item: 5.º Serenade Mosien.—Volpatti. bbox=[759, 1436, 918, 1448]
byline-corresponsal: (De nuestro corresponsal) bbox=[88, 1446, 219, 1459]
paragraph: Según los detalles que aquéllas cuen-tan, ninguno de los datos ni estadísticas publicados por la prensa sobre las pérdi-das francesas, es exacto. bbox=[279, 1095, 497, 1144]
paragraph: Anoche consiguió Farman un nuevo triunfo en Issy-les-Moulineaux, donde con un aeroplano recorrió dos kilómetros y 300 metros en dos minutos y quince se-gundos. bbox=[986, 1491, 1216, 1541]
paragraph: Este magistrado había escrito una car-ta reclamando mil quinientos francos á una litigante por haberle hecho ganar un proceso. bbox=[986, 1145, 1216, 1195]
paragraph: Entre ellos había multitud de mujeres y niños. bbox=[279, 1382, 497, 1407]
paragraph: El diputado señor Berge, consignatario de la Compañía Vasco-Andaluza, en uno de cuyos barcos se inició la huelga, ha manifestado que no transigirá y que no sería por eso se dedicará á rechazar obreros para la descarga de sus barcos. bbox=[1230, 2409, 1433, 2494]
paragraph: A consecuencia de un ataque al cora-zón, ha fallecido en Stilmouth (Inglate-rra), donde había ido á tomar baños, don Pedro Juan de Zulueta y Willcox, tercer hijo del difunto conde de Torre-Díaz. bbox=[512, 501, 739, 563]
paragraph: Aprestad vuestras lanzas de protesta y enganchad á vuestro brazo el redondo escudo de la audacia. Hay que libertarse de toda esclavitud. Se habla de relajos típicos de decadencia. Se habla de crisis moral. Se habla de agonía de la raza. ¡Mis amigos! En un sagrado designio re-novar estas amargas profecías; hay que trocarlas en vibrantes salmos de opti-mismo. bbox=[44, 1077, 263, 1199]
program-item: 6.º «Pagliacci» (fantasía).-Leoncavallo. bbox=[759, 1448, 952, 1461]
byline-corresponsal: (De nuestro corresponsal) bbox=[1036, 864, 1166, 877]
scan-binding-edge bbox=[1435, 0, 1472, 2087]
section-headline-casino: Gran Casino bbox=[754, 1034, 972, 1079]
program-item: 2.º Fantasía Hongroise.—Lisz. bbox=[759, 1195, 910, 1207]
paragraph: Como se había anunciado, Pequeño de Azcoitia, con el saque libre, jugó contra Zapaterito de Lequeitio á sacar del cua-dro 5. bbox=[986, 406, 1216, 456]
ad-title: Café Oriental bbox=[1274, 609, 1388, 628]
paragraph: Muerlan Michelena pertenece á la plé-yade de los soñadores, pero no se asusten los tímidos, que son las rebeldías suyas mansas como las aguas de los lagos y be-néficas como los golpes de una madre. bbox=[44, 226, 263, 300]
paragraph: Programa del concierto que ejecutará hoy la orquesta que dirige el maestro La-rrocha: bbox=[754, 1334, 972, 1372]
paragraph: La velocidad por tanto fué de 62 kiló-metros por hora. bbox=[986, 1541, 1216, 1566]
byline: (POR TELÉFONO) bbox=[582, 668, 668, 678]
section-kicker: La boda de un principe bbox=[91, 1368, 216, 1381]
paragraph: El ministro plenipotenciario en España general Izzet Bajá, muy conocido en esta población, ha sido designado por el go-bierno de su país para un alto cargo mi-litar, y en breve marchará, para tomar posesión de él, desde Biarritz donde se encuentra hace algún tiempo. bbox=[279, 2185, 497, 2271]
paragraph: —Telegrafían de Casablanca que ha llegado el Moheri á bordo del Friand. bbox=[279, 918, 497, 944]
paragraph: Hacemos votos por su rápido y total restablecimiento. bbox=[279, 2358, 497, 2384]
paragraph: Se halla delicada de salud la con-desa de Peñaflorida. bbox=[279, 2333, 497, 2359]
ad-title: Frontón Aste-Lena, de Eibar bbox=[1248, 868, 1415, 897]
subheading: La misión francesa bbox=[279, 542, 392, 555]
paragraph: Maura celebró también una confe-rencia con Montero Ríos, y de ella so-lo se sabe que trataron de asuntos re-lacionados con el proyecto de Admi-nistración local. bbox=[754, 922, 972, 985]
paragraph: He aquí sus párrafos mas vivos: bbox=[57, 733, 222, 747]
paragraph: Mañana, á las cuatro y media de la tar-de, se reunirá en la Casa Consistorial la Comisión de Fomento de este Municipio, para tratar de varios asuntos de interés, y entre ellos, de la moción referente al Centenario, propuesta en la última sesión del Ayuntamiento por el presidente de aquella Comisión, don Julián de Salazar. bbox=[986, 1620, 1216, 1719]
paragraph: Se ha verificado en Lequeitio la boda de la bella señorita Catalina Uneza, con el capitán de la marina mercante don Francisco Larzabal. bbox=[512, 183, 739, 233]
paragraph: Expresó la creencia de que la obs-trucción, como otras veces ha ocurri-do, terminará pronto, máxime si se tiene en cuenta que los obstruccionis-tas no cuentan con el apoyo de libera-les, demócratas y carlistas, ni aun con el de los demás republicanos, que se han abstenido de tomar parte en la vo-tación de las enmiendas presentadas, y que ahí estaba para probar la exac-titud de sus afirmaciones el proceder seguido por Azcárate y Melquíades Alvarez. bbox=[754, 653, 972, 800]
paragraph: Habiendo, como hay, un servicio bené-fico municipal digno del mayor encomio, y asociaciones dedicadas á repartir li-mosnas, nada tan natural como el que se persiga á todos aquellos pobres de oficio que, lejos de usar bien de la caridad, la explotan dando lugar á espectáculo poco edificante y que va desapareciendo de las ciudades cultas, y puesto que ya empie-za á serlo, nada tan lógico como el que se dedique á hacer desaparecer el que con toda clase de mendicantes, lo mismo de hábito que sin él, pues en este particular no tiene de haber una ley de excepción que como todas las de esta clase ha de ser siempre odiosa. bbox=[1230, 1750, 1433, 1969]
paragraph: En vista de las amenazas hechas por los anarquistas á los Estados Unidos, el gobierno federal ha dirigido á las agen-cias de inmigración las más severas ins-trucciones para que no permitan desem-barcar en el territorio de la Unión á nin-guna persona sospechosa de anarquismo. bbox=[986, 893, 1216, 979]
paragraph: Los recién casados salieron con direc-ción á Zaragoza, Barcelona y Niza. bbox=[512, 158, 739, 184]
paragraph: La plaza de agente ejecutivo del Ayun-tamiento, cargo dotado con 1.500 pesetas anuales, va á ser provista por concurso, admitiéndose las solicitudes hasta el día 28 del actual. bbox=[1230, 79, 1433, 152]
paragraph: Michelena nos dice que no puede con-testar á esto el en uno ni en otro sentido. bbox=[44, 523, 263, 547]
subheading: La salud de Tolstoi bbox=[986, 1401, 1098, 1414]
byline-corresponsal: (De nuestro corresponsal) bbox=[322, 296, 453, 309]
ad-title: Frontón Moderno bbox=[1257, 742, 1406, 761]
paragraph: Un telegrama del general D'Amade, transmitido desde el Kléber á la torre Eif-fel dice que se manifiesta cierta inquietud entre los Zaianes y los Zaras. bbox=[279, 325, 497, 375]
paragraph: De París, donde ha permanecido corta temporada, ha pasado por esta ca-pital, acompañado de su esposa, el señor Manrique, ministro plenipotenciario de Colombia en España. bbox=[512, 423, 739, 484]
column-rule bbox=[504, 82, 505, 2062]
paragraph: Con Caprichos naturales y La suerte lo-ca se despachó ayer la sección vermouth; y con Los mujeres y La gente seria salí-mos del paso en la sección de anoche. bbox=[44, 1849, 263, 1910]
paragraph: Todas las noches concierto de Gramó-fono acompañado del sexteto. bbox=[1234, 537, 1428, 563]
byline: (POR TELÉGRAFO) bbox=[342, 285, 433, 296]
advertisement-fronton-moderno bbox=[1230, 741, 1433, 863]
dateline: París 21. bbox=[1174, 880, 1212, 891]
paragraph: Los animales servían de muralla á los soldados que estaban formados en cua-dro. bbox=[279, 1848, 497, 1885]
paragraph: El alcalde habló á don Alfonso del centenario del Dos de Mayo. bbox=[754, 1782, 972, 1807]
program-part-label: Segunda parte bbox=[824, 1409, 902, 1422]
paragraph: Ha designado el nuevo inspector una actividad en los cuatro que lleva en su cometido, que todo el pueblo en masa se halla satisfechísimo de su gestión, por cuanto desde nuestros de gran celo ha sabido conocer la gente maleante, y ha bienido verificado un cacheo entre ella dando por resultado la recogida de una porción de armas. Con energía de carác-ter se ha impuesto á unos cuantos que se-manalmente se dedicaban á hacer el ma-tón, y habiéndose secundado por los agen-tes á sus órdenes ha facilitado á algunos que venían dedicándose á vivir de lo ajeno. bbox=[1230, 1433, 1433, 1628]
byline: (POR TELÉGRAFO) bbox=[108, 1435, 199, 1446]
paragraph: Nuestro querido amigo el alcalde es-te pueblo merece mil plácemes por el acierto que ha tenido al elegir el sustitu-to que habrá de ocupar la vacante que dejó el que fué inspector de policía tantos años, el señor don José García. bbox=[1230, 1043, 1433, 1129]
paragraph: Era necesario atemorizar á los rebel-des, y el general D'Amade adoptó una campaña de terror. bbox=[279, 1480, 497, 1518]
section-kicker-sport: SPORT VASCO bbox=[1043, 285, 1159, 302]
paragraph: Para darse idea del número exacto de pérdidas, hay que triplicar por lo menos las que consignan las noticias oficiales. bbox=[279, 1205, 497, 1243]
program-item: 5.º Marche Orientale.—Luigini. bbox=[759, 1295, 915, 1308]
paragraph: A las dos y cuarto de la tarde. Concier-to de gramófono y sexteto. bbox=[1234, 624, 1428, 649]
paragraph: IMPORTANTE.—Esta casa no tiene más despacho que en Reina Regente, nú-mero 1, frente al mercado. bbox=[1234, 290, 1428, 339]
paragraph: Y dos aplausos resonaron un largo rato, como un triunfo en tiempo de apetecida y amigable profesía hubiera brotado en la atmós-fera de la sala. bbox=[44, 1309, 263, 1359]
subsection-label: MEZCLILLA bbox=[423, 2172, 493, 2184]
section-headline-tolosa: Desde Tolosa bbox=[1230, 1014, 1433, 1044]
subheading: A las nueve y media de la noche bbox=[771, 1320, 955, 1333]
paragraph: Nadie los dientes con francesca exhibe, si no se emplea en el Licor de Oreo. bbox=[1234, 563, 1428, 600]
paragraph: Plaza del Pino, 6, Farmacia, Barcelona. Depositario en San Sebastián: M. Tor-nero. bbox=[1234, 462, 1428, 500]
